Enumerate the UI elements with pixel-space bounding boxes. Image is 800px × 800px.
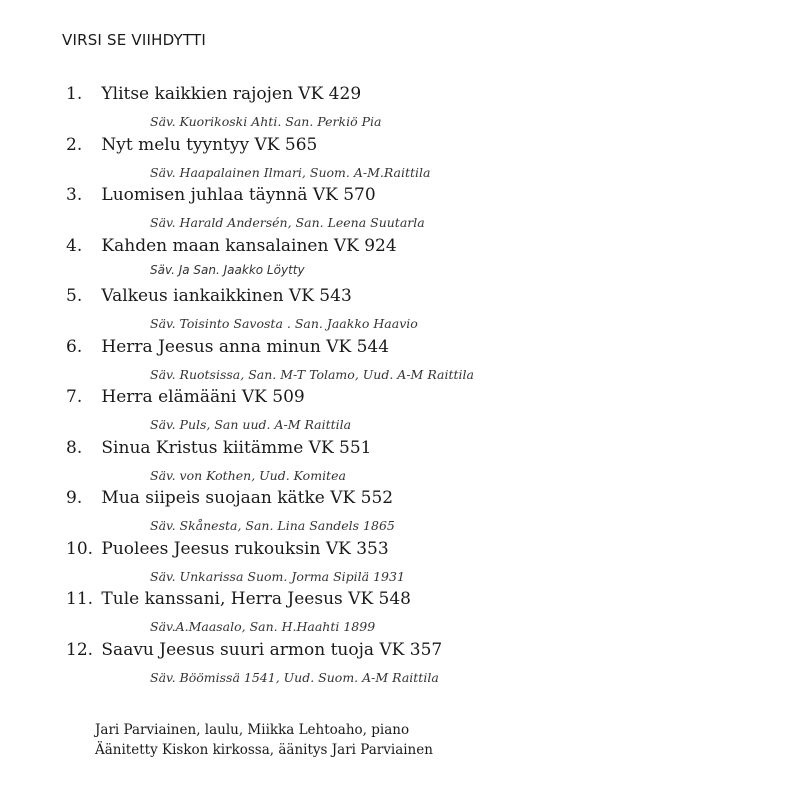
track-credit: Säv. Ruotsissa, San. M-T Tolamo, Uud. A-M Raittila: [150, 366, 474, 382]
track-title-line: [66, 135, 317, 155]
track-title: Puolees Jeesus rukouksin VK 353: [101, 538, 389, 559]
track-title-line: [66, 236, 397, 256]
track-title-line: [66, 539, 389, 559]
track-title: Herra Jeesus anna minun VK 544: [101, 336, 390, 357]
track-number: 8.: [66, 437, 83, 458]
track-title-line: [66, 84, 361, 104]
track-title: Luomisen juhlaa täynnä VK 570: [101, 185, 376, 205]
track-number: 10.: [66, 538, 94, 559]
track-number: 3.: [66, 185, 83, 205]
track-credit: Säv. Kuorikoski Ahti. San. Perkiö Pia: [150, 114, 382, 129]
track-title-line: [66, 286, 352, 306]
track-title-line: [66, 387, 305, 407]
track-item: [66, 640, 766, 691]
track-credit: Säv. Harald Andersén, San. Leena Suutarla: [150, 215, 425, 230]
track-number: 2.: [66, 134, 83, 155]
track-list: [66, 84, 766, 690]
track-title: Ylitse kaikkien rajojen VK 429: [101, 84, 362, 104]
track-number: 7.: [66, 387, 83, 407]
track-title: Valkeus iankaikkinen VK 543: [101, 286, 352, 306]
page-title: VIRSI SE VIIHDYTTI: [62, 31, 206, 49]
track-item: [66, 539, 766, 590]
track-item: [66, 438, 766, 489]
track-item: [66, 286, 766, 337]
track-credit: Säv. Toisinto Savosta . San. Jaakko Haavio: [150, 316, 418, 331]
track-item: [66, 185, 766, 236]
track-title: Herra elämääni VK 509: [101, 387, 305, 407]
performers-line: Jari Parviainen, laulu, Miikka Lehtoaho, piano: [95, 722, 410, 738]
track-title-line: [66, 589, 411, 609]
track-credit: Säv. Böömissä 1541, Uud. Suom. A-M Raittila: [150, 669, 439, 685]
track-credit: Säv.A.Maasalo, San. H.Haahti 1899: [150, 619, 376, 634]
track-title: Tule kanssani, Herra Jeesus VK 548: [101, 589, 412, 609]
track-number: 4.: [66, 235, 83, 256]
track-title: Sinua Kristus kiitämme VK 551: [101, 437, 372, 458]
track-number: 9.: [66, 488, 83, 508]
track-item: [66, 236, 766, 287]
track-item: [66, 135, 766, 186]
track-title-line: [66, 488, 393, 508]
track-number: 12.: [66, 639, 94, 660]
track-title-line: [66, 185, 376, 205]
track-item: [66, 488, 766, 539]
credits-footer: [95, 720, 433, 760]
track-item: [66, 337, 766, 388]
recording-line: Äänitetty Kiskon kirkossa, äänitys Jari Parviainen: [95, 742, 433, 758]
track-item: [66, 589, 766, 640]
track-item: [66, 387, 766, 438]
track-number: 5.: [66, 286, 83, 306]
track-title: Kahden maan kansalainen VK 924: [101, 235, 397, 256]
track-title-line: [66, 337, 389, 357]
track-credit: Säv. Skånesta, San. Lina Sandels 1865: [150, 518, 395, 533]
track-credit: Säv. Haapalainen Ilmari, Suom. A-M.Raittila: [150, 164, 431, 180]
track-number: 11.: [66, 589, 94, 609]
track-title: Mua siipeis suojaan kätke VK 552: [101, 488, 394, 508]
track-number: 1.: [66, 84, 83, 104]
track-credit: Säv. Puls, San uud. A-M Raittila: [150, 417, 352, 432]
track-credit: Säv. Unkarissa Suom. Jorma Sipilä 1931: [150, 568, 405, 584]
track-item: [66, 84, 766, 135]
track-title-line: [66, 438, 372, 458]
track-credit: Säv. Ja San. Jaakko Löytty: [150, 262, 305, 277]
track-title: Nyt melu tyyntyy VK 565: [101, 134, 318, 155]
track-credit: Säv. von Kothen, Uud. Komitea: [150, 467, 346, 483]
track-title: Saavu Jeesus suuri armon tuoja VK 357: [101, 639, 443, 660]
track-title-line: [66, 640, 442, 660]
track-number: 6.: [66, 336, 83, 357]
